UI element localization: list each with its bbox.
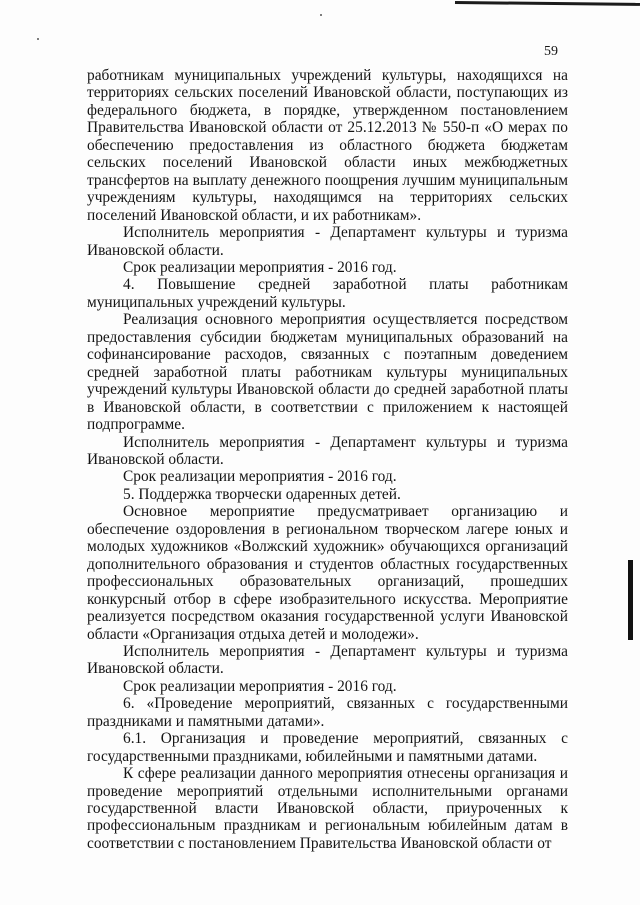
paragraph-item-6-1-description: К сфере реализации данного мероприятия отнесены организация и проведение мероприятий отдельными исполнительными органами государственной власти Ивановской области, приуроченных к профессиональным праздникам и региональным юбилейным датам в соответствии с постановлением Правительства Ивановской области от [87, 765, 568, 852]
paragraph-recipients-continuation: работникам муниципальных учреждений культуры, находящихся на территориях сельских поселений Ивановской области, поступающих из федерального бюджета, в порядке, утвержденном постановлением Правительства Ивановской области от 25.12.2013 № 550-п «О мерах по обеспечению предоставления из областного бюджета бюджетам сельских поселений Ивановской области иных межбюджетных трансфертов на выплату денежного поощрения лучшим муниципальным учреждениям культуры, находящимся на территориях сельских поселений Ивановской области, и их работникам». [87, 67, 568, 224]
heading-item-6-1: 6.1. Организация и проведение мероприятий, связанных с государственными праздниками, юбилейными и памятными датами. [87, 730, 568, 765]
paragraph-executor-1: Исполнитель мероприятия - Департамент культуры и туризма Ивановской области. [87, 224, 568, 259]
page-number: 59 [544, 44, 558, 59]
paragraph-item-4-description: Реализация основного мероприятия осуществляется посредством предоставления субсидии бюджетам муниципальных образований на софинансирование расходов, связанных с поэтапным доведением средней заработной платы работникам культуры муниципальных учреждений культуры Ивановской области до средней заработной платы в Ивановской области, в соответствии с приложением к настоящей подпрограмме. [87, 311, 568, 434]
heading-item-4: 4. Повышение средней заработной платы работникам муниципальных учреждений культуры. [87, 276, 568, 311]
heading-item-5: 5. Поддержка творчески одаренных детей. [123, 485, 401, 503]
paragraph-term-3: Срок реализации мероприятия - 2016 год. [123, 677, 397, 695]
scan-edge-top [455, 1, 640, 6]
scan-edge-right [628, 560, 633, 640]
paragraph-executor-2: Исполнитель мероприятия - Департамент культуры и туризма Ивановской области. [87, 433, 568, 468]
paragraph-term-1: Срок реализации мероприятия - 2016 год. [123, 258, 397, 276]
scan-speck [320, 14, 322, 16]
scan-speck [37, 38, 39, 40]
paragraph-executor-3: Исполнитель мероприятия - Департамент культуры и туризма Ивановской области. [87, 642, 568, 678]
paragraph-term-2: Срок реализации мероприятия - 2016 год. [123, 468, 397, 486]
heading-item-6: 6. «Проведение мероприятий, связанных с государственными праздниками и памятными датами». [87, 695, 568, 730]
document-body [87, 67, 568, 852]
paragraph-item-5-description: Основное мероприятие предусматривает организацию и обеспечение оздоровления в региональном творческом лагере юных и молодых художников «Волжский художник» обучающихся организаций дополнительного образования и студентов областных государственных профессиональных образовательных организаций, прошедших конкурсный отбор в сфере изобразительного искусства. Мероприятие реализуется посредством оказания государственной услуги Ивановской области «Организация отдыха детей и молодежи». [87, 503, 568, 643]
